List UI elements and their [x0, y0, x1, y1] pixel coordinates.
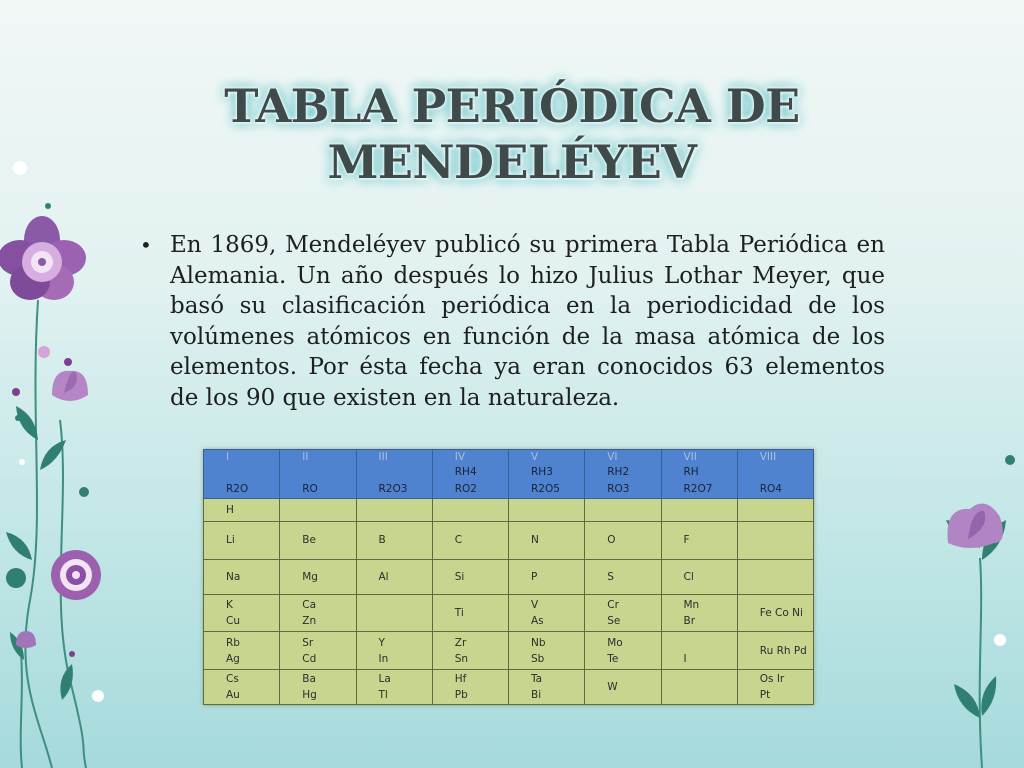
table-row	[204, 595, 814, 632]
bullet-text: En 1869, Mendeléyev publicó su primera Tabla Periódica en Alemania. Un año después lo hizo Julius Lothar Meyer, que basó su clasificación periódica en la periodicidad de los volúmenes atómicos en función de la masa atómica de los elementos. Por ésta fecha ya eran conocidos 63 elementos de los 90 que existen en la naturaleza.	[170, 232, 885, 411]
table-cell: S	[585, 559, 661, 594]
table-cell	[356, 595, 432, 632]
table-row	[204, 521, 814, 559]
table-cell: Be	[280, 521, 356, 559]
table-cell: Ba Hg	[280, 669, 356, 704]
table-cell: Si	[432, 559, 508, 594]
table-cell	[737, 521, 813, 559]
table-header-cell: IV	[432, 450, 508, 465]
table-cell: W	[585, 669, 661, 704]
table-header-cell: VI	[585, 450, 661, 465]
table-header-cell: VII	[661, 450, 737, 465]
table-cell: K Cu	[204, 595, 280, 632]
table-cell: Ta Bi	[509, 669, 585, 704]
table-cell	[737, 559, 813, 594]
table-header-cell	[737, 464, 813, 480]
table-row	[204, 632, 814, 669]
table-cell: Hf Pb	[432, 669, 508, 704]
table-cell: Mg	[280, 559, 356, 594]
table-cell: I	[661, 632, 737, 669]
table-cell	[356, 498, 432, 521]
table-cell	[585, 498, 661, 521]
table-cell: Fe Co Ni	[737, 595, 813, 632]
table-header-cell	[356, 464, 432, 480]
table-cell: F	[661, 521, 737, 559]
table-cell: Ru Rh Pd	[737, 632, 813, 669]
table-header-cell: RO3	[585, 480, 661, 499]
table-cell: Na	[204, 559, 280, 594]
table-header-cell: R2O3	[356, 480, 432, 499]
table-header-cell	[204, 464, 280, 480]
flower-decoration-left	[0, 0, 130, 768]
table-cell: Mn Br	[661, 595, 737, 632]
table-header-cell: VIII	[737, 450, 813, 465]
table-cell	[509, 498, 585, 521]
table-header-cell: R2O7	[661, 480, 737, 499]
table-cell	[737, 498, 813, 521]
flower-decoration-right	[934, 448, 1024, 768]
table-header-groups	[204, 450, 814, 465]
table-cell	[432, 498, 508, 521]
table-header-cell: RH4	[432, 464, 508, 480]
table-cell: Al	[356, 559, 432, 594]
table-cell: Rb Ag	[204, 632, 280, 669]
table-cell: Li	[204, 521, 280, 559]
table-cell: Nb Sb	[509, 632, 585, 669]
slide-title: TABLA PERIÓDICA DE MENDELÉYEV	[224, 79, 800, 189]
table-cell: Sr Cd	[280, 632, 356, 669]
table-cell	[661, 669, 737, 704]
table-header-cell: R2O	[204, 480, 280, 499]
table-cell: V As	[509, 595, 585, 632]
table-row	[204, 498, 814, 521]
table-header-cell: RH	[661, 464, 737, 480]
table-header-cell: R2O5	[509, 480, 585, 499]
table-row	[204, 559, 814, 594]
table-cell: P	[509, 559, 585, 594]
table-header-cell: RO2	[432, 480, 508, 499]
table-cell: Ca Zn	[280, 595, 356, 632]
table-cell	[661, 498, 737, 521]
table-header-oxides	[204, 480, 814, 499]
table-header-cell: III	[356, 450, 432, 465]
table-row	[204, 669, 814, 704]
table-header-cell: II	[280, 450, 356, 465]
table-cell: C	[432, 521, 508, 559]
table-header-cell: RO	[280, 480, 356, 499]
table-header-cell: V	[509, 450, 585, 465]
table-cell: La Tl	[356, 669, 432, 704]
bullet-marker: •	[140, 233, 152, 257]
table-cell: B	[356, 521, 432, 559]
table-cell: Os Ir Pt	[737, 669, 813, 704]
table-cell: O	[585, 521, 661, 559]
table-header-cell	[280, 464, 356, 480]
table-header-cell: RH2	[585, 464, 661, 480]
bullet-paragraph	[140, 230, 885, 413]
table-cell	[280, 498, 356, 521]
table-cell: Zr Sn	[432, 632, 508, 669]
table-cell: Cl	[661, 559, 737, 594]
table-cell: H	[204, 498, 280, 521]
table-cell: N	[509, 521, 585, 559]
periodic-table-image	[203, 449, 814, 705]
table-cell: Mo Te	[585, 632, 661, 669]
table-cell: Cs Au	[204, 669, 280, 704]
table-header-hydrides	[204, 464, 814, 480]
table-header-cell: I	[204, 450, 280, 465]
table-header-cell: RO4	[737, 480, 813, 499]
table-cell: Cr Se	[585, 595, 661, 632]
table-header-cell: RH3	[509, 464, 585, 480]
table-cell: Y In	[356, 632, 432, 669]
table-cell: Ti	[432, 595, 508, 632]
